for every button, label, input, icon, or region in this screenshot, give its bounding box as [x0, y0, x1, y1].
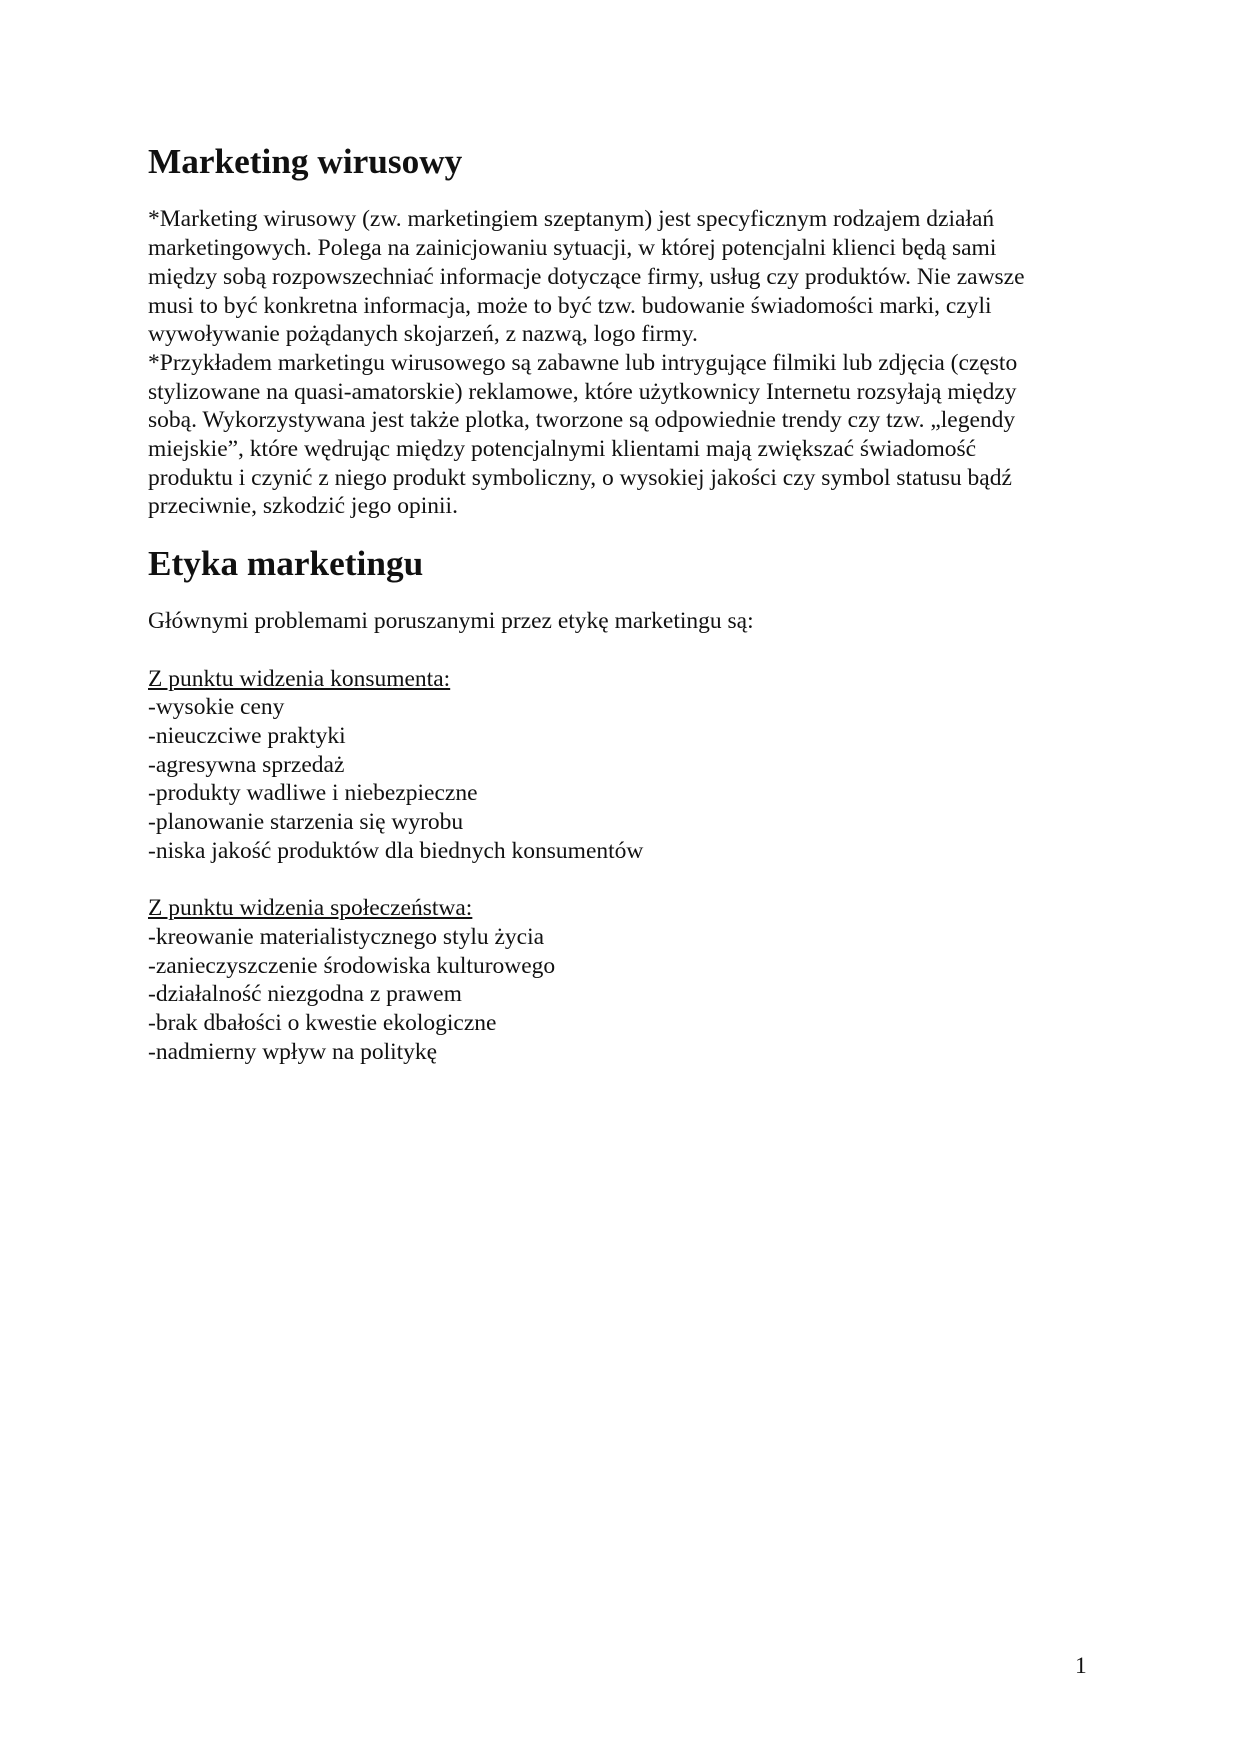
paragraph-line: musi to być konkretna informacja, może to być tzw. budowanie świadomości marki, czyli: [148, 292, 992, 319]
paragraph-line: sobą. Wykorzystywana jest także plotka, tworzone są odpowiednie trendy czy tzw. „legendy: [148, 407, 1016, 434]
consumer-issues-list: [148, 693, 1088, 865]
society-perspective-title: Z punktu widzenia społeczeństwa:: [148, 895, 473, 922]
list-item: -niska jakość produktów dla biednych konsumentów: [148, 837, 644, 864]
spacer: [148, 636, 1088, 665]
list-item: -produkty wadliwe i niebezpieczne: [148, 780, 478, 807]
society-issues-list: [148, 923, 1088, 1067]
paragraph-line: wywoływanie pożądanych skojarzeń, z nazwą, logo firmy.: [148, 321, 698, 348]
consumer-perspective-title: Z punktu widzenia konsumenta:: [148, 665, 451, 692]
paragraph-line: *Marketing wirusowy (zw. marketingiem szeptanym) jest specyficznym rodzajem działań: [148, 206, 995, 233]
consumer-perspective-section: [148, 665, 1088, 866]
list-item: -planowanie starzenia się wyrobu: [148, 809, 464, 836]
spacer: [148, 866, 1088, 895]
page-number: 1: [1075, 1653, 1087, 1679]
list-item: -zanieczyszczenie środowiska kulturowego: [148, 952, 556, 979]
list-item: -kreowanie materialistycznego stylu życia: [148, 923, 545, 950]
spacer: [148, 579, 1088, 608]
list-item: -nadmierny wpływ na politykę: [148, 1038, 438, 1065]
list-item: -nieuczciwe praktyki: [148, 723, 346, 749]
society-perspective-section: [148, 894, 1088, 1066]
paragraph-line: między sobą rozpowszechniać informacje dotyczące firmy, usług czy produktów. Nie zawsze: [148, 263, 1025, 290]
paragraph-line: *Przykładem marketingu wirusowego są zabawne lub intrygujące filmiki lub zdjęcia (często: [148, 349, 1018, 376]
list-item: -agresywna sprzedaż: [148, 751, 345, 778]
list-item: -działalność niezgodna z prawem: [148, 981, 462, 1008]
paragraph-line: stylizowane na quasi-amatorskie) reklamowe, które użytkownicy Internetu rozsyłają między: [148, 378, 1017, 405]
paragraph-line: miejskie”, które wędrując między potencjalnymi klientami mają zwiększać świadomość: [148, 436, 977, 463]
list-item: -brak dbałości o kwestie ekologiczne: [148, 1010, 497, 1037]
viral-marketing-paragraph: [148, 205, 1088, 521]
section-title-marketing-ethics: Etyka marketingu: [148, 543, 424, 583]
section-title-viral-marketing: Marketing wirusowy: [148, 142, 463, 181]
ethics-intro: Głównymi problemami poruszanymi przez etykę marketingu są:: [148, 608, 754, 635]
paragraph-line: produktu i czynić z niego produkt symboliczny, o wysokiej jakości czy symbol statusu bądź: [148, 464, 1012, 491]
spacer: [148, 177, 1088, 206]
list-item: -wysokie ceny: [148, 694, 285, 721]
document-page: [148, 142, 1088, 1066]
paragraph-line: przeciwnie, szkodzić jego opinii.: [148, 493, 458, 520]
paragraph-line: marketingowych. Polega na zainicjowaniu sytuacji, w której potencjalni klienci będą sami: [148, 235, 997, 262]
